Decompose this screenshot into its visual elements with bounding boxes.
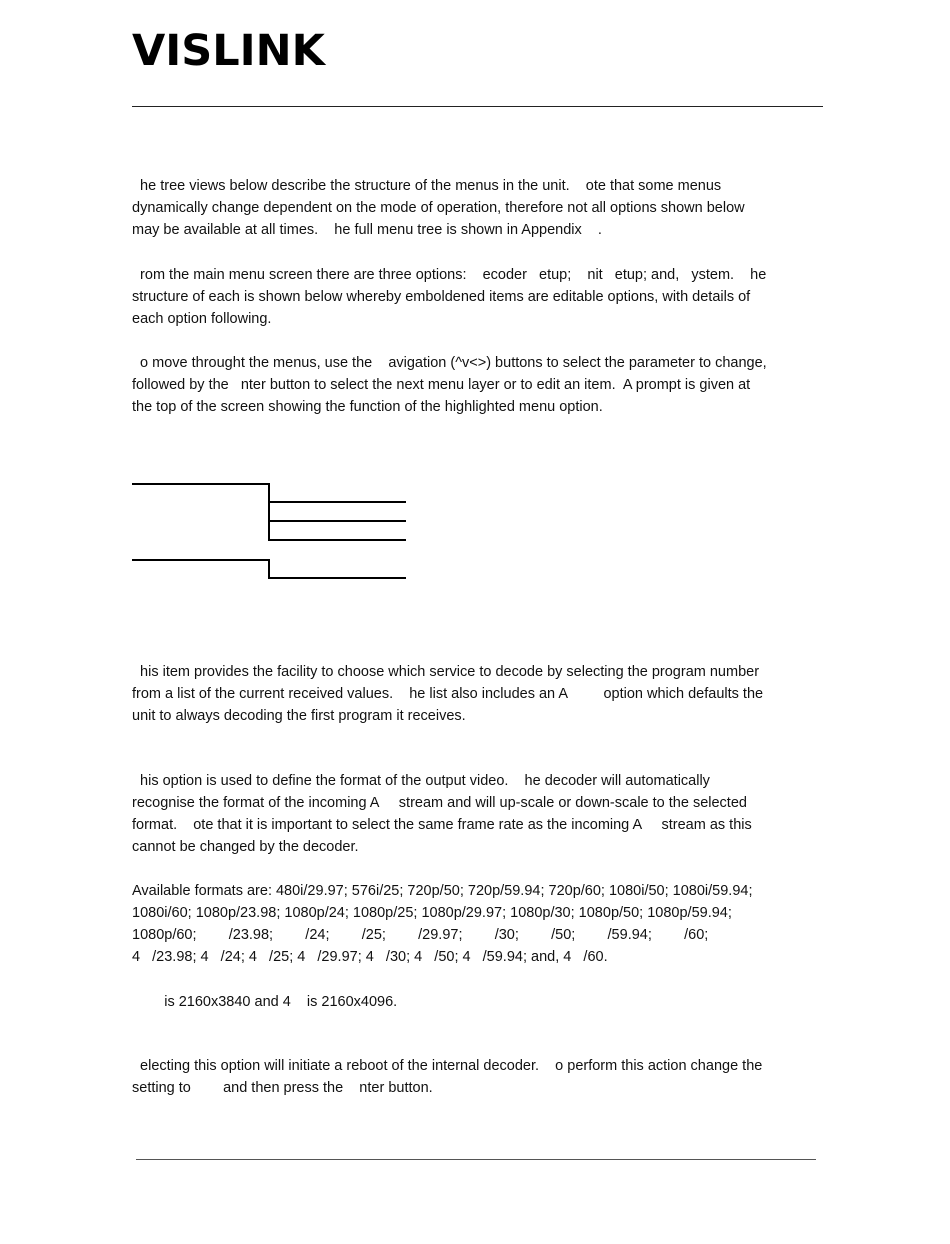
navigation-paragraph — [132, 352, 822, 418]
text-line: dynamically change dependent on the mode of operation, therefore not all options shown below — [132, 200, 745, 216]
text-line: structure of each is shown below whereby emboldened items are editable options, with details of — [132, 289, 751, 305]
tree-branch-unit — [132, 560, 406, 578]
text-line: format. ote that it is important to select the same frame rate as the incoming A stream as this — [132, 817, 752, 833]
text-line: 1080i/60; 1080p/23.98; 1080p/24; 1080p/25; 1080p/29.97; 1080p/30; 1080p/50; 1080p/59.94; — [132, 905, 732, 921]
intro-paragraph — [132, 175, 822, 241]
text-line: setting to and then press the nter button. — [132, 1080, 433, 1096]
text-line: 1080p/60; /23.98; /24; /25; /29.97; /30; /50; /59.94; /60; — [132, 927, 709, 943]
text-line: electing this option will initiate a reboot of the internal decoder. o perform this action change the — [132, 1058, 763, 1074]
tree-branch-decoder — [132, 484, 406, 540]
text-line: he tree views below describe the structure of the menus in the unit. ote that some menus — [132, 178, 722, 194]
text-line: recognise the format of the incoming A stream and will up-scale or down-scale to the selected — [132, 795, 747, 811]
text-line: o move throught the menus, use the avigation (^v<>) buttons to select the parameter to change, — [132, 355, 767, 371]
footer-divider — [136, 1159, 816, 1160]
text-line: may be available at all times. he full menu tree is shown in Appendix . — [132, 222, 602, 238]
service-paragraph — [132, 661, 822, 727]
text-line: is 2160x3840 and 4 is 2160x4096. — [132, 994, 398, 1010]
main-menu-paragraph — [132, 264, 822, 330]
text-line: Available formats are: 480i/29.97; 576i/25; 720p/50; 720p/59.94; 720p/60; 1080i/50; 1080i/59.94; — [132, 883, 753, 899]
text-line: his option is used to define the format of the output video. he decoder will automatically — [132, 773, 710, 789]
available-formats-paragraph — [132, 880, 822, 968]
menu-tree-diagram — [130, 478, 410, 584]
text-line: his item provides the facility to choose which service to decode by selecting the program number — [132, 664, 760, 680]
header-divider — [132, 106, 823, 107]
text-line: rom the main menu screen there are three options: ecoder etup; nit etup; and, ystem. he — [132, 267, 767, 283]
text-line: unit to always decoding the first program it receives. — [132, 708, 466, 724]
vislink-logo: VISLINK — [132, 26, 325, 76]
text-line: 4 /23.98; 4 /24; 4 /25; 4 /29.97; 4 /30; 4 /50; 4 /59.94; and, 4 /60. — [132, 949, 608, 965]
text-line: the top of the screen showing the function of the highlighted menu option. — [132, 399, 603, 415]
text-line: cannot be changed by the decoder. — [132, 839, 359, 855]
resolution-paragraph — [132, 991, 822, 1013]
text-line: from a list of the current received values. he list also includes an A option which defaults the — [132, 686, 764, 702]
format-paragraph — [132, 770, 822, 858]
text-line: each option following. — [132, 311, 272, 327]
reboot-paragraph — [132, 1055, 822, 1099]
text-line: followed by the nter button to select the next menu layer or to edit an item. A prompt is given at — [132, 377, 751, 393]
